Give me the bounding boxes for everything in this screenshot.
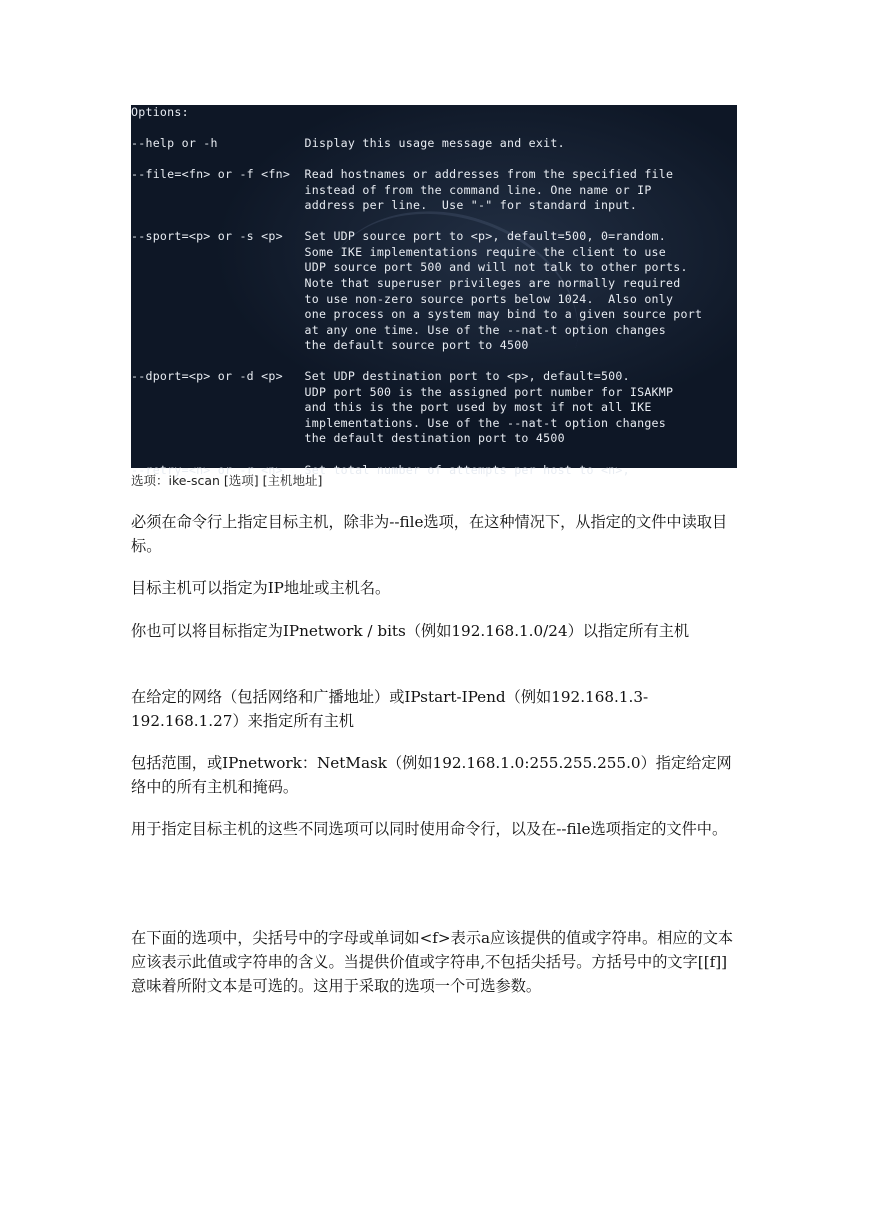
terminal-line: the default destination port to 4500 [131,431,565,446]
terminal-line [131,152,702,168]
terminal-line: instead of from the command line. One name or IP [131,182,652,197]
terminal-line: one process on a system may bind to a given source port [131,307,703,322]
terminal-line: address per line. Use "-" for standard input. [131,198,638,213]
paragraph-ip-or-hostname: 目标主机可以指定为IP地址或主机名。 [131,579,391,597]
terminal-line: at any one time. Use of the --nat-t option changes [131,322,667,337]
terminal-line: --dport=<p> or -d <p> Set UDP destination port to <p>, default=500. [131,369,630,384]
terminal-line [131,354,702,370]
terminal-line: to use non-zero source ports below 1024. Also only [131,291,674,306]
paragraph-ipnetwork-bits: 你也可以将目标指定为IPnetwork / bits（例如192.168.1.0/24）以指定所有主机 [131,622,690,640]
terminal-line: Note that superuser privileges are normally required [131,276,681,291]
terminal-line: --retry=<n> or -r <n> Set total number of attempts per host to <n>, [131,462,630,477]
terminal-line [131,121,702,137]
figure-caption: 选项：ike-scan [选项] [主机地址] [131,473,323,488]
paragraph-ipstart-ipend: 在给定的网络（包括网络和广播地址）或IPstart-IPend（例如192.168.1.3-192.168.1.27）来指定所有主机 [131,688,649,730]
terminal-screenshot [131,105,737,477]
terminal-line: implementations. Use of the --nat-t option changes [131,415,667,430]
terminal-line: UDP source port 500 and will not talk to other ports. [131,260,688,275]
terminal-line: Some IKE implementations require the client to use [131,244,667,259]
terminal-line: the default source port to 4500 [131,338,529,353]
terminal-line: and this is the port used by most if not all IKE [131,400,652,415]
terminal-line: UDP port 500 is the assigned port number for ISAKMP [131,384,674,399]
paragraph-angle-brackets-note: 在下面的选项中，尖括号中的字母或单词如<f>表示a应该提供的值或字符串。相应的文本应该表示此值或字符串的含义。当提供价值或字符串,不包括尖括号。方括号中的文字[[f]]意味着所附文本是可选的。这用于采取的选项一个可选参数。 [131,929,734,995]
terminal-line: Options: [131,105,189,119]
paragraph-combined-options: 用于指定目标主机的这些不同选项可以同时使用命令行，以及在--file选项指定的文件中。 [131,820,728,838]
paragraph-target-host: 必须在命令行上指定目标主机，除非为--file选项，在这种情况下，从指定的文件中读取目标。 [131,513,728,555]
terminal-line: --file=<fn> or -f <fn> Read hostnames or addresses from the specified file [131,167,674,182]
terminal-output [131,105,702,478]
terminal-line [131,214,702,230]
terminal-line: --sport=<p> or -s <p> Set UDP source port to <p>, default=500, 0=random. [131,229,667,244]
terminal-line: --help or -h Display this usage message and exit. [131,136,565,151]
terminal-line [131,447,702,463]
paragraph-netmask: 包括范围，或IPnetwork：NetMask（例如192.168.1.0:255.255.255.0）指定给定网络中的所有主机和掩码。 [131,754,732,796]
